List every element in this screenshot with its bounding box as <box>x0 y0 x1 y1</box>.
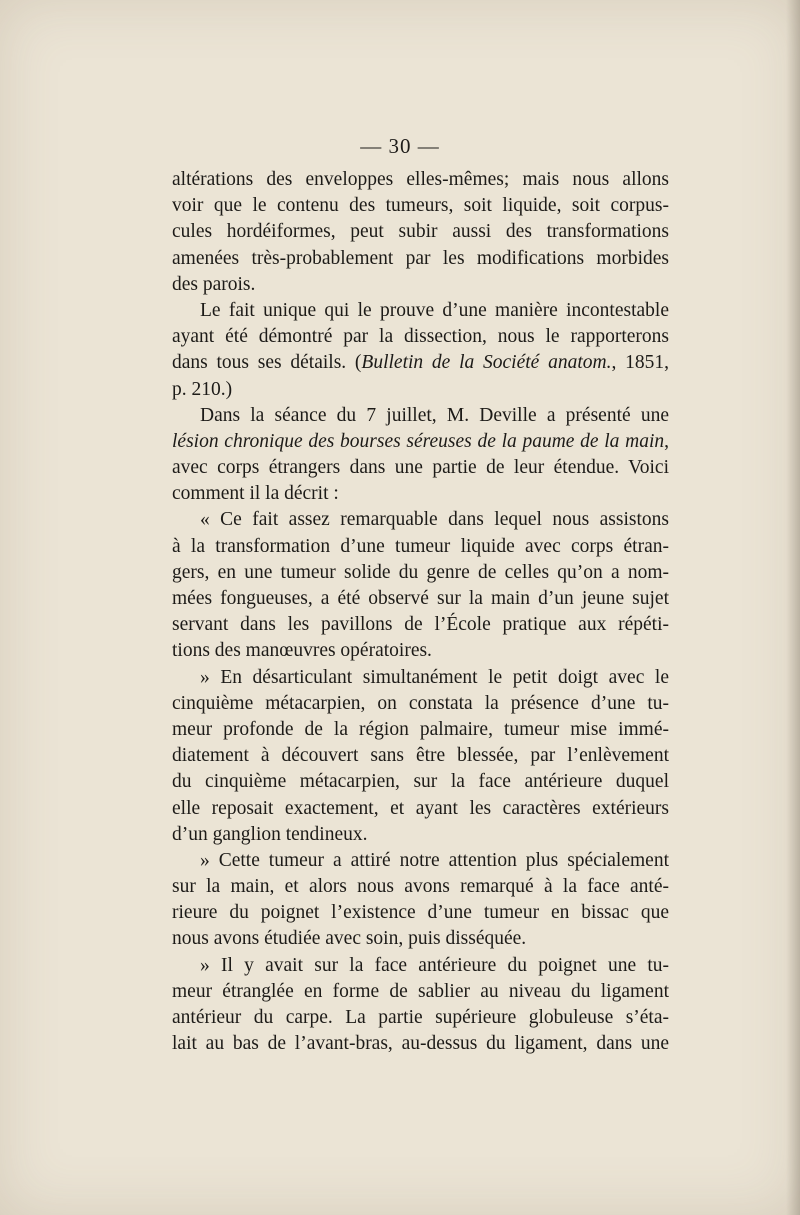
text-segment: des parois. <box>172 273 256 295</box>
text-segment: avec corps étrangers dans une partie de leur étendue. Voici <box>172 457 669 479</box>
text-line <box>172 848 669 874</box>
text-segment: comment il la décrit : <box>172 483 339 505</box>
text-segment: altérations des enveloppes elles-mêmes; mais nous allons <box>172 169 669 190</box>
text-segment: amenées très-probablement par les modifications morbides <box>172 247 669 269</box>
text-line <box>172 350 669 376</box>
body-text <box>172 167 669 1057</box>
text-line <box>172 638 669 664</box>
text-line <box>172 979 669 1005</box>
text-segment: cinquième métacarpien, on constata la présence d’une tu- <box>172 692 669 714</box>
text-segment: cules hordéiformes, peut subir aussi des transformations <box>172 221 669 243</box>
text-line <box>172 769 669 795</box>
text-segment: gers, en une tumeur solide du genre de celles qu’on a nom- <box>172 561 669 583</box>
text-segment: , 1851, <box>611 352 669 374</box>
text-segment: ayant été démontré par la dissection, nous le rapporterons <box>172 326 669 348</box>
text-segment: nous avons étudiée avec soin, puis disséquée. <box>172 928 527 950</box>
text-segment: dans tous ses détails. ( <box>172 352 362 374</box>
text-segment: servant dans les pavillons de l’École pratique aux répéti- <box>172 614 669 636</box>
text-segment: » Il y avait sur la face antérieure du poignet une tu- <box>200 954 669 976</box>
text-line <box>172 743 669 769</box>
italic-text: lésion chronique des bourses séreuses de la paume de la main <box>172 430 665 452</box>
text-line <box>172 822 669 848</box>
text-line <box>172 612 669 638</box>
text-segment: rieure du poignet l’existence d’une tumeur en bissac que <box>172 902 669 924</box>
text-line <box>172 1005 669 1031</box>
text-segment: elle reposait exactement, et ayant les caractères extérieurs <box>172 797 669 819</box>
text-segment: Le fait unique qui le prouve d’une manière incontestable <box>200 299 669 321</box>
text-line <box>172 481 669 507</box>
text-segment: diatement à découvert sans être blessée, par l’enlèvement <box>172 745 669 767</box>
text-line <box>172 586 669 612</box>
text-line <box>172 429 669 455</box>
text-line <box>172 324 669 350</box>
text-line <box>172 298 669 324</box>
text-line <box>172 796 669 822</box>
text-segment: Dans la séance du 7 juillet, M. Deville a présenté une <box>200 404 669 426</box>
text-segment: » En désarticulant simultanément le petit doigt avec le <box>200 666 669 688</box>
text-segment: meur profonde de la région palmaire, tumeur mise immé- <box>172 718 669 740</box>
text-line <box>172 507 669 533</box>
text-segment: antérieur du carpe. La partie supérieure globuleuse s’éta- <box>172 1007 669 1028</box>
text-line <box>172 691 669 717</box>
page-edge-shadow <box>786 0 800 1215</box>
italic-text: Bulletin de la Société anatom. <box>361 352 612 374</box>
page-number: — 30 — <box>360 134 440 158</box>
text-segment: « Ce fait assez remarquable dans lequel nous assistons <box>200 509 669 531</box>
text-line <box>172 717 669 743</box>
text-segment: sur la main, et alors nous avons remarqué à la face anté- <box>172 876 669 898</box>
text-line <box>172 953 669 979</box>
text-line <box>172 219 669 245</box>
text-segment: voir que le contenu des tumeurs, soit liquide, soit corpus- <box>172 195 669 217</box>
text-segment: tions des manœuvres opératoires. <box>172 640 432 662</box>
text-line <box>172 1031 669 1057</box>
text-segment: p. 210.) <box>172 378 233 400</box>
text-line <box>172 377 669 403</box>
text-segment: lait au bas de l’avant-bras, au-dessus du ligament, dans une <box>172 1033 669 1055</box>
text-segment: » Cette tumeur a attiré notre attention plus spécialement <box>200 849 669 871</box>
text-segment: , <box>664 430 669 452</box>
text-line <box>172 926 669 952</box>
text-segment: d’un ganglion tendineux. <box>172 823 368 845</box>
text-line <box>172 272 669 298</box>
text-segment: mées fongueuses, a été observé sur la main d’un jeune sujet <box>172 588 669 609</box>
text-line <box>172 403 669 429</box>
text-line <box>172 665 669 691</box>
text-segment: meur étranglée en forme de sablier au niveau du ligament <box>172 980 669 1002</box>
text-line <box>172 167 669 193</box>
text-line <box>172 900 669 926</box>
text-line <box>172 874 669 900</box>
text-line <box>172 246 669 272</box>
text-segment: à la transformation d’une tumeur liquide avec corps étran- <box>172 535 669 557</box>
text-segment: du cinquième métacarpien, sur la face antérieure duquel <box>172 771 669 793</box>
text-line <box>172 193 669 219</box>
text-line <box>172 455 669 481</box>
text-line <box>172 560 669 586</box>
text-line <box>172 534 669 560</box>
